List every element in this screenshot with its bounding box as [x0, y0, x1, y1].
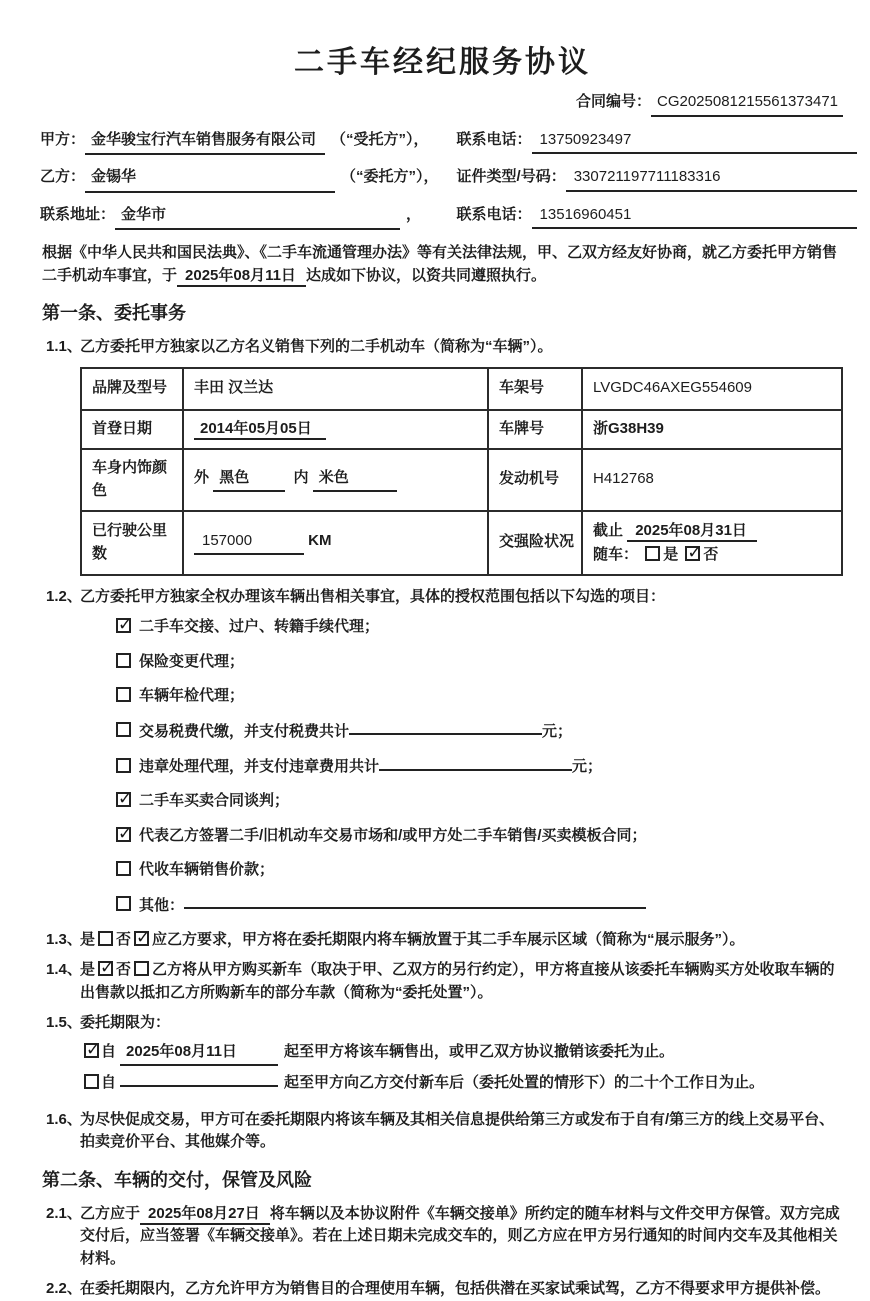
clause-2-2-text: 在委托期限内，乙方允许甲方为销售目的合理使用车辆，包括供潜在买家试乘试驾，乙方不得要求甲方提供补偿。	[80, 1280, 831, 1298]
clause-1-1-text: 乙方委托甲方独家以乙方名义销售下列的二手机动车（简称为“车辆”）。	[80, 338, 553, 355]
option-1-text: 起至甲方将该车辆售出，或甲乙双方协议撤销该委托为止。	[284, 1042, 675, 1060]
option-1-prefix: 自	[101, 1042, 117, 1060]
clause-1-2-text: 乙方委托甲方独家全权办理该车辆出售相关事宜，具体的授权范围包括以下勾选的项目：	[80, 587, 666, 605]
party-a-label: 甲方：	[40, 130, 86, 148]
mandate-period-option-2	[84, 1072, 845, 1095]
clause-2-1-number: 2.1、	[46, 1204, 82, 1222]
auth-item-label: 代收车辆销售价款；	[139, 861, 275, 878]
preamble	[42, 242, 845, 287]
clause-1-6-text: 为尽快促成交易，甲方可在委托期限内将该车辆及其相关信息提供给第三方或发布于自有/第三方的线上交易平台、拍卖竞价平台、其他媒介等。	[80, 1110, 835, 1151]
insurance-until-label: 截止	[593, 522, 624, 540]
clause-1-3-number: 1.3、	[46, 930, 82, 948]
auth-item-transfer	[116, 616, 845, 639]
clause-2-1-text: 将车辆以及本协议附件《车辆交接单》所约定的随车材料与文件交甲方保管。双方完成交付后，应当签署《车辆交接单》。若在上述日期未完成交车的，则乙方应在甲方另行通知的时间内交车及其他相关材料。	[80, 1204, 840, 1267]
parties-block	[40, 129, 845, 231]
option-2-text: 起至甲方向乙方交付新车后（委托处置的情形下）的二十个工作日为止。	[284, 1074, 765, 1092]
clause-1-4-yes-label: 是	[80, 961, 96, 979]
auth-item-insurance-change	[116, 651, 845, 674]
party-b-phone-label: 联系电话：	[456, 205, 532, 223]
mileage-unit: KM	[308, 531, 332, 549]
clause-2-2-number: 2.2、	[46, 1280, 82, 1298]
party-a-phone-value: 13750923497	[532, 129, 857, 155]
table-row	[81, 410, 842, 449]
insurance-label-cell: 交强险状况	[488, 511, 582, 575]
clause-1-6	[40, 1109, 845, 1154]
contact-address-row	[40, 204, 439, 231]
party-b-label: 乙方：	[40, 168, 86, 185]
auth-item-label: 二手车买卖合同谈判；	[139, 792, 290, 809]
party-b-phone-row	[457, 204, 857, 230]
brand-label-cell: 品牌及型号	[81, 368, 183, 410]
auth-item-label: 二手车交接、过户、转籍手续代理；	[139, 618, 380, 635]
interior-color-label: 内	[293, 468, 309, 486]
handover-date: 2025年08月27日	[140, 1205, 270, 1225]
auth-item-contract-negotiation	[116, 790, 845, 813]
auth-item-label: 交易税费代缴，并支付税费共计	[139, 722, 350, 740]
checkbox-icon	[116, 827, 131, 842]
party-b-row	[40, 166, 439, 193]
auth-item-label: 其他：	[139, 896, 185, 914]
insurance-with-label: 随车：	[593, 545, 639, 563]
vin-value-cell: LVGDC46AXEG554609	[582, 368, 842, 410]
table-row	[81, 511, 842, 575]
checkbox-icon	[84, 1074, 99, 1089]
clause-1-3-no-checkbox	[134, 931, 149, 946]
auth-item-tax-payment	[116, 720, 845, 743]
party-b-name: 金锡华	[85, 166, 335, 193]
insurance-no-label: 否	[703, 545, 719, 563]
clause-1-4	[40, 959, 845, 1004]
party-a-name: 金华骏宝行汽车销售服务有限公司	[85, 129, 325, 156]
first-registration-label-cell: 首登日期	[81, 410, 183, 449]
auth-item-label: 代表乙方签署二手/旧机动车交易市场和/或甲方处二手车销售/买卖模板合同；	[139, 826, 647, 844]
section2-heading: 第二条、车辆的交付，保管及风险	[42, 1169, 312, 1190]
section1-heading: 第一条、委托事务	[42, 303, 186, 323]
auth-item-violation-handling	[116, 755, 845, 778]
clause-1-5-heading: 委托期限为：	[80, 1014, 171, 1032]
checkbox-icon	[116, 896, 131, 911]
color-label-cell: 车身内饰颜色	[81, 449, 183, 511]
checkbox-icon	[116, 722, 131, 737]
insurance-value-cell	[582, 511, 842, 575]
option-2-prefix: 自	[101, 1074, 117, 1092]
clause-1-1-number: 1.1、	[46, 338, 82, 355]
auth-item-annual-inspection	[116, 685, 845, 708]
mileage-value: 157000	[194, 530, 304, 556]
contact-address-comma: ，	[406, 205, 422, 223]
exterior-color-value: 黑色	[213, 467, 285, 493]
color-value-cell	[183, 449, 488, 511]
clause-1-4-number: 1.4、	[46, 961, 82, 979]
auth-item-suffix: 元；	[572, 757, 603, 775]
party-a-role: （“受托方”），	[331, 130, 429, 148]
fill-in-blank	[379, 755, 572, 771]
auth-item-label: 违章处理代理，并支付违章费用共计	[139, 757, 380, 775]
plate-value-cell: 浙G38H39	[582, 410, 842, 449]
checkbox-icon	[84, 1043, 99, 1058]
auth-item-label: 保险变更代理；	[139, 652, 245, 670]
clause-1-4-body	[80, 959, 845, 1004]
checkbox-icon	[116, 861, 131, 876]
checkbox-icon	[116, 687, 131, 702]
document-page	[0, 40, 870, 1298]
party-a-phone-row	[457, 129, 857, 155]
checkbox-icon	[116, 653, 131, 668]
mileage-label-cell: 已行驶公里数	[81, 511, 183, 575]
contract-number-row	[40, 91, 843, 117]
preamble-text-2: 达成如下协议，以资共同遵照执行。	[305, 266, 546, 284]
checkbox-icon	[116, 618, 131, 633]
auth-item-other	[116, 894, 845, 917]
authorization-list	[116, 616, 845, 917]
exterior-color-label: 外	[194, 468, 210, 486]
preamble-text-1: 根据《中华人民共和国民法典》、《二手车流通管理办法》等有关法律法规，甲、乙双方经友好协商，就乙方委托甲方销售二手机动车事宜，于	[42, 244, 838, 284]
vehicle-info-table	[80, 367, 843, 576]
auth-item-collect-payment	[116, 859, 845, 882]
table-row	[81, 449, 842, 511]
option-2-date	[120, 1084, 278, 1087]
clause-1-2-number: 1.2、	[46, 587, 82, 605]
auth-item-suffix: 元；	[542, 722, 573, 740]
first-registration-value-cell	[183, 410, 488, 449]
clause-2-1-body	[80, 1203, 845, 1271]
clause-1-4-no-checkbox	[134, 961, 149, 976]
party-b-role: （“委托方”），	[341, 168, 439, 185]
party-a-row	[40, 129, 439, 156]
clause-2-1	[40, 1203, 845, 1271]
clause-1-4-no-label: 否	[116, 961, 132, 979]
clause-1-3-yes-checkbox	[98, 931, 113, 946]
clause-2-1-prefix: 乙方应于	[80, 1204, 141, 1222]
party-b-id-label: 证件类型/号码：	[456, 168, 566, 185]
clause-1-3-yes-label: 是	[80, 930, 96, 948]
party-b-id-row	[457, 166, 857, 192]
contract-number-value: CG2025081215561373471	[651, 91, 843, 117]
clause-1-6-number: 1.6、	[46, 1110, 82, 1128]
first-registration-date: 2014年05月05日	[194, 420, 326, 440]
insurance-with-yes-checkbox	[645, 546, 660, 561]
brand-value-cell: 丰田 汉兰达	[183, 368, 488, 410]
insurance-until-date: 2025年08月31日	[627, 522, 757, 542]
auth-item-sign-template-contract	[116, 825, 845, 848]
checkbox-icon	[116, 792, 131, 807]
vin-label-cell: 车架号	[488, 368, 582, 410]
fill-in-blank	[184, 894, 646, 910]
insurance-until-line	[593, 519, 835, 542]
engine-value-cell: H412768	[582, 449, 842, 511]
table-row	[81, 368, 842, 410]
clause-1-5	[40, 1012, 845, 1101]
clause-1-2	[40, 586, 845, 609]
auth-item-label: 车辆年检代理；	[139, 687, 245, 704]
interior-color-value: 米色	[313, 467, 397, 493]
clause-1-3-body	[80, 929, 845, 952]
signing-date: 2025年08月11日	[177, 267, 306, 287]
checkbox-icon	[116, 758, 131, 773]
insurance-with-no-checkbox	[685, 546, 700, 561]
mandate-period-option-1	[84, 1041, 845, 1067]
insurance-with-vehicle-line	[593, 543, 835, 566]
clause-1-3	[40, 929, 845, 952]
engine-label-cell: 发动机号	[488, 449, 582, 511]
document-title: 二手车经纪服务协议	[294, 46, 591, 79]
clause-1-4-text: 乙方将从甲方购买新车（取决于甲、乙双方的另行约定），甲方将直接从该委托车辆购买方处收取车辆的出售款以抵扣乙方所购新车的部分车款（简称为“委托处置”）。	[80, 961, 835, 1001]
contact-address-label: 联系地址：	[40, 205, 116, 223]
party-b-phone-value: 13516960451	[532, 204, 857, 230]
mileage-value-cell	[183, 511, 488, 575]
clause-1-4-yes-checkbox	[98, 961, 113, 976]
clause-2-2	[40, 1278, 845, 1301]
insurance-yes-label: 是	[663, 545, 679, 563]
clause-1-5-body	[80, 1012, 845, 1101]
party-a-phone-label: 联系电话：	[456, 130, 532, 148]
party-b-id-value: 330721197711183316	[566, 166, 857, 192]
contact-address-value: 金华市	[115, 204, 400, 231]
option-1-date: 2025年08月11日	[120, 1041, 278, 1067]
clause-1-5-number: 1.5、	[46, 1014, 82, 1032]
clause-1-1	[40, 336, 845, 359]
clause-1-3-no-label: 否	[116, 930, 132, 948]
clause-1-3-text: 应乙方要求，甲方将在委托期限内将车辆放置于其二手车展示区域（简称为“展示服务”）。	[152, 930, 745, 948]
contract-number-label: 合同编号：	[575, 93, 651, 110]
plate-label-cell: 车牌号	[488, 410, 582, 449]
fill-in-blank	[349, 720, 542, 736]
